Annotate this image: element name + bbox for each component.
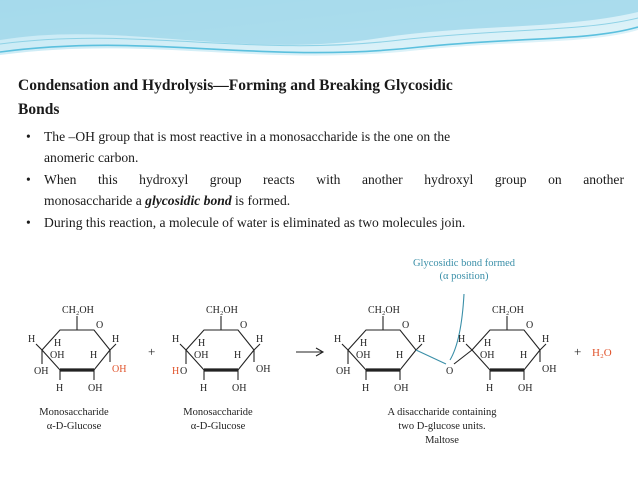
slide-title-line-1: Condensation and Hydrolysis—Forming and Breaking Glycosidic <box>18 77 453 94</box>
oh-label: OH <box>336 366 351 377</box>
oh-label: OH <box>480 350 495 361</box>
ch2oh-label: CH₂OH <box>62 305 94 316</box>
bullet-icon: • <box>26 129 31 144</box>
caption-3-line-2: two D-glucose units. <box>398 421 486 432</box>
oh-label: OH <box>542 364 557 375</box>
oh-label: OH <box>256 364 271 375</box>
caption-3-line-3: Maltose <box>425 435 459 446</box>
h-label: H <box>112 334 120 345</box>
callout-line-1: Glycosidic bond formed <box>412 258 516 269</box>
water-label: H₂O <box>592 347 612 359</box>
h-label: H <box>198 338 206 349</box>
oh-label: OH <box>518 383 533 394</box>
o-label: O <box>96 320 104 331</box>
reactive-oh-label: OH <box>112 364 127 375</box>
h-label: H <box>360 338 368 349</box>
oh-label: OH <box>356 350 371 361</box>
bullet-1-line-1: The –OH group that is most reactive in a monosaccharide is the one on the <box>44 129 451 144</box>
h-label: H <box>256 334 264 345</box>
ch2oh-label: CH₂OH <box>368 305 400 316</box>
o-label: O <box>402 320 410 331</box>
o-label: O <box>526 320 534 331</box>
bullet-item <box>18 212 624 233</box>
h-label: H <box>486 383 494 394</box>
oh-label: OH <box>394 383 409 394</box>
bullet-2-line-2 <box>44 190 624 211</box>
oh-label: OH <box>194 350 209 361</box>
bullet-icon: • <box>26 215 31 230</box>
slide-content <box>18 74 624 234</box>
oh-label: OH <box>50 350 65 361</box>
caption-1-line-2: α-D-Glucose <box>46 421 102 432</box>
h-label: H <box>90 350 98 361</box>
bullet-icon: • <box>26 172 31 187</box>
maltose-formation-diagram <box>26 250 623 460</box>
bullet-item <box>18 126 624 168</box>
glycosidic-bond-term: glycosidic bond <box>145 193 232 208</box>
h-label: H <box>458 334 466 345</box>
bullet-2-text-post: is formed. <box>231 193 291 208</box>
ch2oh-label: CH₂OH <box>492 305 524 316</box>
caption-2-line-1: Monosaccharide <box>183 407 253 418</box>
caption-3-line-1: A disaccharide containing <box>387 407 497 418</box>
caption-2-line-2: α-D-Glucose <box>190 421 246 432</box>
caption-1-line-1: Monosaccharide <box>39 407 109 418</box>
bullet-2-text-pre: monosaccharide a <box>44 193 146 208</box>
h-label: H <box>28 334 36 345</box>
header-banner <box>0 0 638 70</box>
bullet-3-line-1: During this reaction, a molecule of water is eliminated as two molecules join. <box>44 215 466 230</box>
bullet-1-line-2: anomeric carbon. <box>44 150 139 165</box>
h-label: H <box>200 383 208 394</box>
bullet-item <box>18 169 624 211</box>
bullet-list <box>18 126 624 233</box>
h-label: H <box>396 350 404 361</box>
glycosidic-o-label: O <box>446 366 454 377</box>
oh-label: OH <box>232 383 247 394</box>
h-label: H <box>54 338 62 349</box>
h-label: H <box>484 338 492 349</box>
h-label: H <box>172 334 180 345</box>
h-label: H <box>542 334 550 345</box>
h-label: H <box>234 350 242 361</box>
h-label: H <box>520 350 528 361</box>
slide-title-line-2: Bonds <box>18 101 60 118</box>
slide-title <box>18 74 624 122</box>
h-label: H <box>362 383 370 394</box>
h-label: H <box>56 383 64 394</box>
oh-label: O <box>180 366 188 377</box>
callout-line-2: (α position) <box>439 271 489 282</box>
ch2oh-label: CH₂OH <box>206 305 238 316</box>
oh-label: OH <box>88 383 103 394</box>
reactive-h-label: H <box>172 366 180 377</box>
reaction-svg <box>26 250 623 460</box>
plus-sign: + <box>148 344 156 359</box>
oh-label: OH <box>34 366 49 377</box>
h-label: H <box>334 334 342 345</box>
bullet-2-line-1: When this hydroxyl group reacts with another hydroxyl group on another <box>44 172 624 187</box>
plus-sign: + <box>574 344 582 359</box>
h-label: H <box>418 334 426 345</box>
o-label: O <box>240 320 248 331</box>
